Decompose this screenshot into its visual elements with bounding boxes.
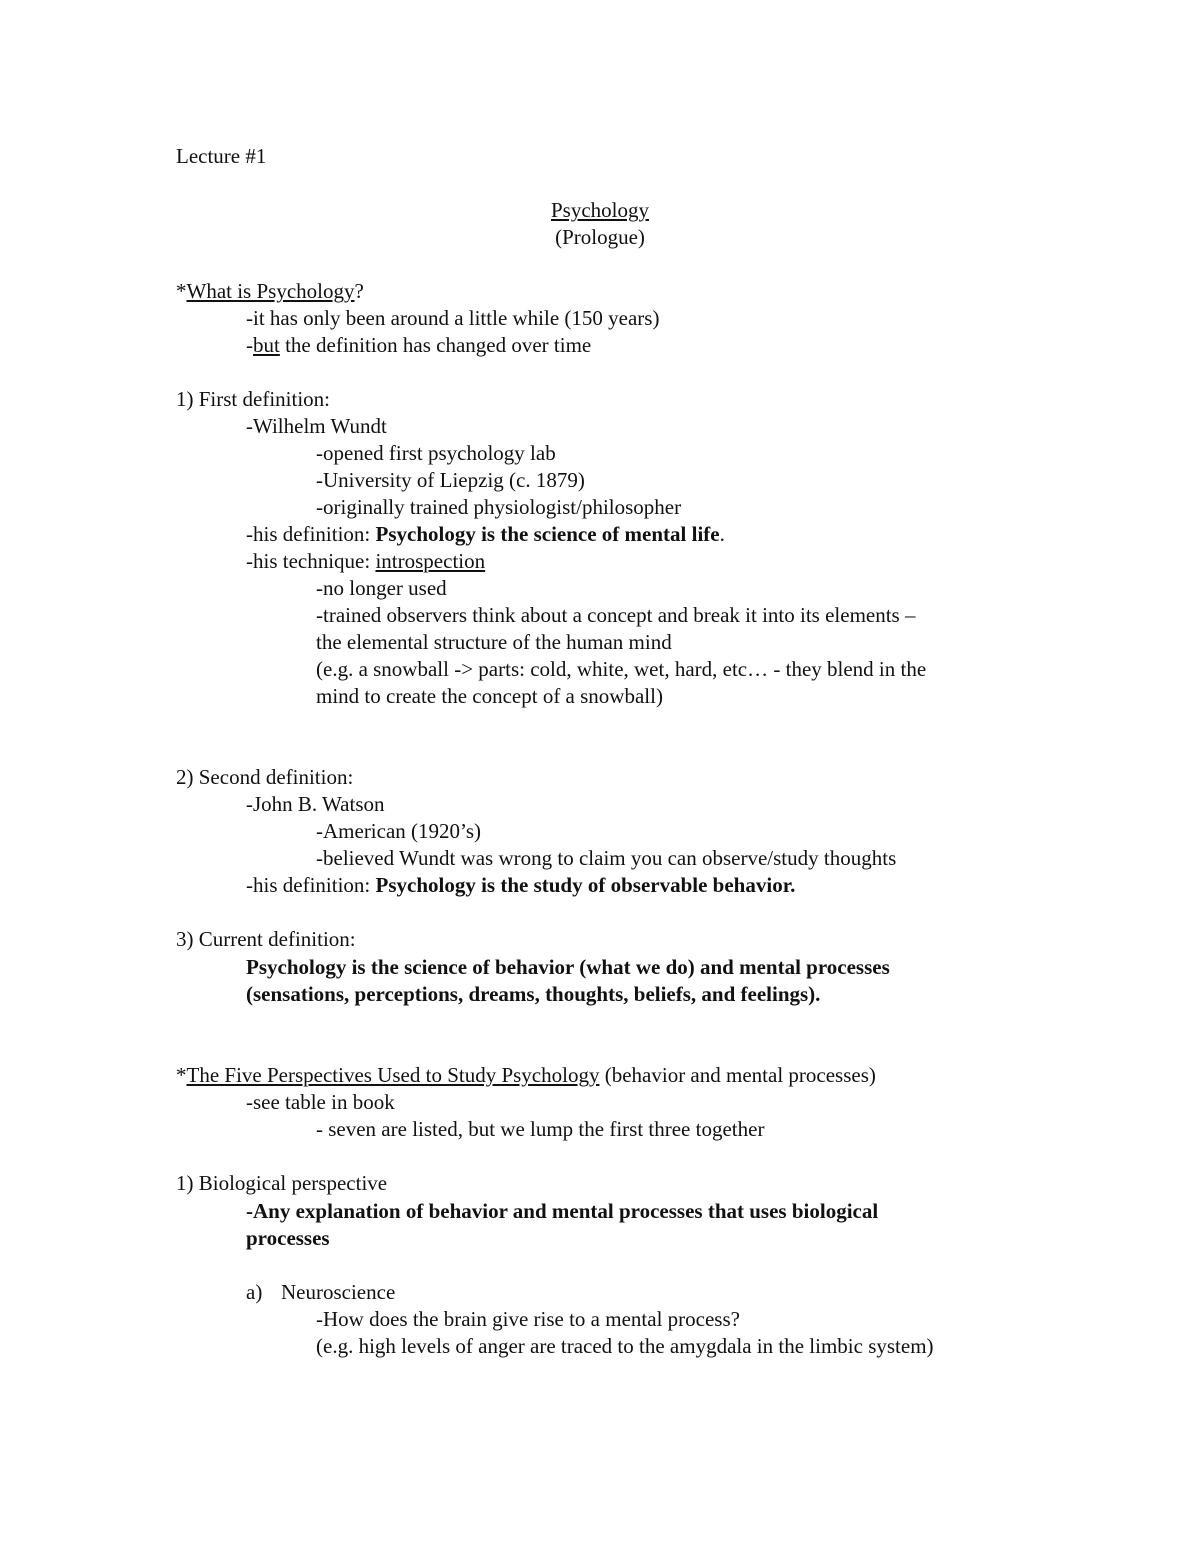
- perspectives-line-1: -see table in book: [246, 1090, 395, 1114]
- def1-person: -Wilhelm Wundt: [246, 414, 387, 438]
- def1-detail-3: -originally trained physiologist/philosopher: [316, 495, 682, 519]
- rest-text: the definition has changed over time: [279, 333, 592, 357]
- def2-detail-2: -believed Wundt was wrong to claim you can observe/study thoughts: [316, 846, 897, 870]
- def1-technique: [246, 548, 485, 575]
- star-marker: *: [176, 279, 187, 303]
- def1-tech-line-1: -no longer used: [316, 576, 447, 600]
- page-subtitle: (Prologue): [555, 225, 645, 249]
- sub-title: Neuroscience: [281, 1280, 396, 1304]
- but-word: but: [253, 333, 280, 357]
- def-prefix: -his definition:: [246, 522, 376, 546]
- def-bold: Psychology is the study of observable behavior.: [375, 873, 796, 897]
- def1-detail-2: -University of Liepzig (c. 1879): [316, 468, 585, 492]
- def3-bold-line-2: [246, 981, 820, 1008]
- heading-text: The Five Perspectives Used to Study Psychology: [186, 1063, 600, 1087]
- def1-tech-line-4: (e.g. a snowball -> parts: cold, white, wet, hard, etc… - they blend in the: [316, 657, 927, 681]
- page-title: [0, 197, 1200, 224]
- def1-definition: [246, 521, 725, 548]
- star-marker: *: [176, 1063, 187, 1087]
- tech-prefix: -his technique:: [246, 549, 376, 573]
- bio-bold-line-1: [246, 1198, 878, 1225]
- def3-bold-line-1: [246, 954, 890, 981]
- def2-definition: [246, 872, 795, 899]
- dash: -: [246, 333, 253, 357]
- lecture-label: Lecture #1: [176, 144, 267, 168]
- def2-heading: 2) Second definition:: [176, 765, 354, 789]
- def1-tech-line-3: the elemental structure of the human mind: [316, 630, 672, 654]
- def-prefix: -his definition:: [246, 873, 376, 897]
- def1-tech-line-2: -trained observers think about a concept and break it into its elements –: [316, 603, 916, 627]
- bio-sub-line-1: -How does the brain give rise to a mental process?: [316, 1307, 740, 1331]
- heading-rest: (behavior and mental processes): [599, 1063, 876, 1087]
- heading-text: What is Psychology: [186, 279, 355, 303]
- tech-term: introspection: [375, 549, 486, 573]
- bio-bold-text-2: processes: [246, 1226, 330, 1250]
- def3-heading: 3) Current definition:: [176, 927, 356, 951]
- def-end: .: [719, 522, 725, 546]
- title-text: Psychology: [550, 198, 649, 222]
- bio-sub-heading: [246, 1279, 395, 1306]
- def3-bold-text-1: Psychology is the science of behavior (what we do) and mental processes: [246, 955, 890, 979]
- what-line-1: -it has only been around a little while (150 years): [246, 306, 660, 330]
- bio-heading: 1) Biological perspective: [176, 1171, 388, 1195]
- list-label: a): [246, 1280, 263, 1304]
- what-line-2: [246, 332, 591, 359]
- def1-detail-1: -opened first psychology lab: [316, 441, 556, 465]
- def2-detail-1: -American (1920’s): [316, 819, 482, 843]
- section-heading-what: [176, 278, 364, 305]
- def2-person: -John B. Watson: [246, 792, 385, 816]
- heading-end: ?: [354, 279, 364, 303]
- perspectives-line-2: - seven are listed, but we lump the first three together: [316, 1117, 765, 1141]
- def3-bold-text-2: (sensations, perceptions, dreams, thoughts, beliefs, and feelings).: [246, 982, 821, 1006]
- bio-bold-text-1: -Any explanation of behavior and mental processes that uses biological: [246, 1199, 879, 1223]
- def-bold: Psychology is the science of mental life: [375, 522, 720, 546]
- def1-tech-line-5: mind to create the concept of a snowball): [316, 684, 663, 708]
- bio-bold-line-2: [246, 1225, 330, 1252]
- section-heading-perspectives: [176, 1062, 876, 1089]
- bio-sub-line-2: (e.g. high levels of anger are traced to the amygdala in the limbic system): [316, 1334, 934, 1358]
- def1-heading: 1) First definition:: [176, 387, 330, 411]
